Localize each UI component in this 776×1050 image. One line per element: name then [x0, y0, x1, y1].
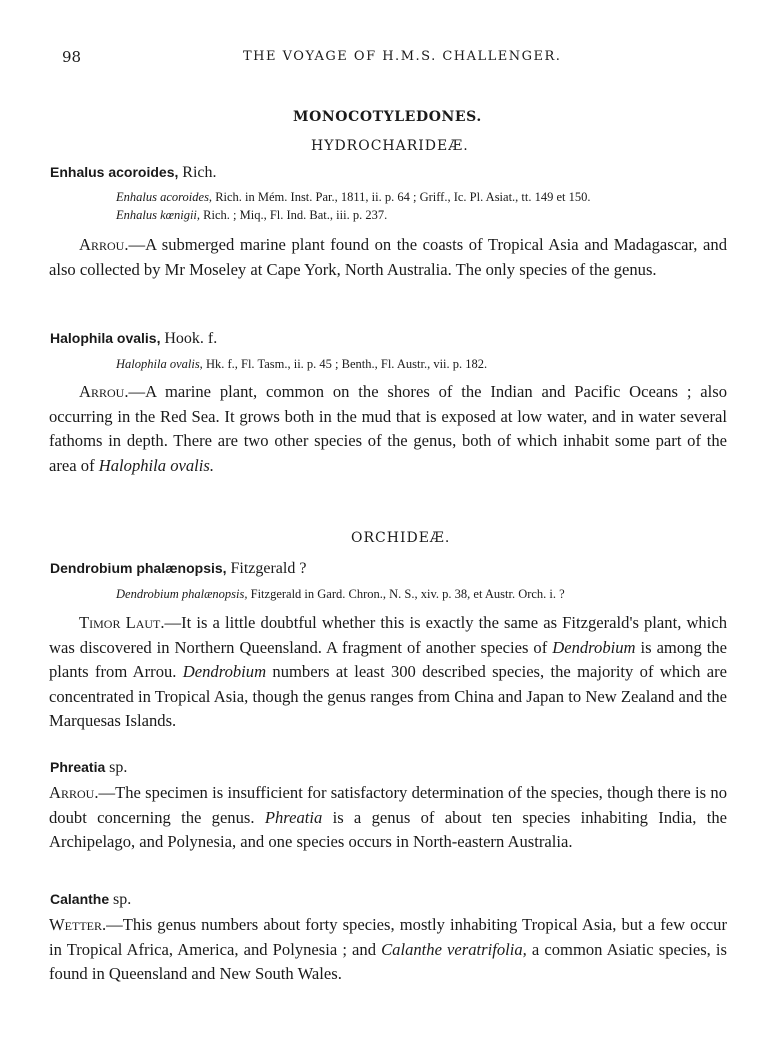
species-heading-calanthe	[50, 891, 131, 909]
species-name: Calanthe	[50, 891, 110, 907]
paragraph-halophila	[49, 380, 727, 478]
species-heading-phreatia	[50, 759, 127, 777]
taxon-italic: Phreatia	[264, 807, 323, 827]
species-name: Dendrobium phalænopsis,	[50, 560, 227, 576]
locality: Wetter.	[49, 915, 107, 934]
family-heading-hydrocharideae: HYDROCHARIDEÆ.	[311, 138, 469, 154]
species-author: sp.	[113, 891, 132, 908]
synonym-name: Halophila ovalis,	[116, 357, 203, 371]
running-head: THE VOYAGE OF H.M.S. CHALLENGER.	[243, 49, 562, 64]
synonym-reference: Fitzgerald in Gard. Chron., N. S., xiv. p. 38, et Austr. Orch. i. ?	[250, 587, 565, 601]
species-heading-enhalus	[50, 164, 216, 182]
paragraph-text: —The specimen is insufficient for satisfactory determination of the species, though there is no doubt concerning the genus.	[49, 783, 727, 827]
paragraph-phreatia	[49, 781, 727, 855]
species-name: Enhalus acoroides,	[50, 164, 179, 180]
paragraph-text: a common Asiatic species, is found in Queensland and New South Wales.	[49, 939, 727, 983]
paragraph-text: is among the plants from Arrou.	[49, 637, 727, 681]
species-author: sp.	[109, 759, 128, 776]
locality: Arrou.	[49, 783, 99, 802]
taxon-italic: Dendrobium	[182, 662, 267, 681]
synonym-reference: Rich. ; Miq., Fl. Ind. Bat., iii. p. 237.	[203, 208, 388, 222]
species-name: Phreatia	[50, 759, 106, 775]
synonym-name: Enhalus kœnigii,	[116, 208, 201, 222]
paragraph-calanthe	[49, 913, 727, 987]
species-heading-halophila	[50, 330, 217, 348]
synonym-name: Dendrobium phalænopsis,	[116, 587, 248, 601]
paragraph-text: —A marine plant, common on the shores of the Indian and Pacific Oceans ; also occurring in the Red Sea. It grows both in the mud that is exposed at low water, and in water several fathoms in depth. There are two other species of the genus, both of which inhabit some part of the area of	[49, 382, 727, 475]
locality: Timor Laut.	[79, 613, 165, 632]
page-number: 98	[62, 48, 82, 66]
paragraph-text: numbers at least 300 described species, the majority of which are concentrated in Tropical Asia, though the genus ranges from China and Japan to New Zealand and the Marquesas Islands.	[49, 662, 727, 730]
paragraph-enhalus	[49, 233, 727, 282]
section-title: MONOCOTYLEDONES.	[293, 109, 482, 125]
species-author: Hook. f.	[164, 330, 218, 347]
paragraph-text: is a genus of about ten species inhabiting India, the Archipelago, and Polynesia, and one species occurs in North-eastern Australia.	[49, 807, 728, 851]
locality: Arrou.	[79, 235, 129, 254]
paragraph-text: —A submerged marine plant found on the coasts of Tropical Asia and Madagascar, and also collected by Mr Moseley at Cape York, North Australia. The only species of the genus.	[49, 235, 727, 279]
synonym-reference: Hk. f., Fl. Tasm., ii. p. 45 ; Benth., Fl. Austr., vii. p. 182.	[205, 357, 488, 371]
taxon-italic: Calanthe veratrifolia,	[381, 939, 527, 959]
synonym-line	[116, 357, 487, 372]
synonym-line	[116, 587, 565, 602]
family-heading-orchideae: ORCHIDEÆ.	[351, 530, 451, 546]
paragraph-text: —It is a little doubtful whether this is exactly the same as Fitzgerald's plant, which was discovered in Northern Queensland. A fragment of another species of	[49, 613, 727, 657]
species-heading-dendrobium	[50, 560, 306, 578]
species-author: Rich.	[182, 164, 217, 181]
synonym-reference: Rich. in Mém. Inst. Par., 1811, ii. p. 64 ; Griff., Ic. Pl. Asiat., tt. 149 et 150.	[215, 190, 591, 204]
paragraph-dendrobium	[49, 611, 727, 734]
paragraph-text: —This genus numbers about forty species, mostly inhabiting Tropical Asia, but a few occur in Tropical Africa, America, and Polynesia ; and	[49, 915, 727, 959]
synonym-line	[116, 190, 591, 205]
species-author: Fitzgerald ?	[230, 560, 307, 577]
taxon-italic: Halophila ovalis.	[98, 455, 214, 475]
synonym-line	[116, 208, 387, 223]
species-name: Halophila ovalis,	[50, 330, 161, 346]
taxon-italic: Dendrobium	[552, 637, 636, 657]
locality: Arrou.	[79, 382, 129, 401]
synonym-name: Enhalus acoroides,	[116, 190, 213, 204]
